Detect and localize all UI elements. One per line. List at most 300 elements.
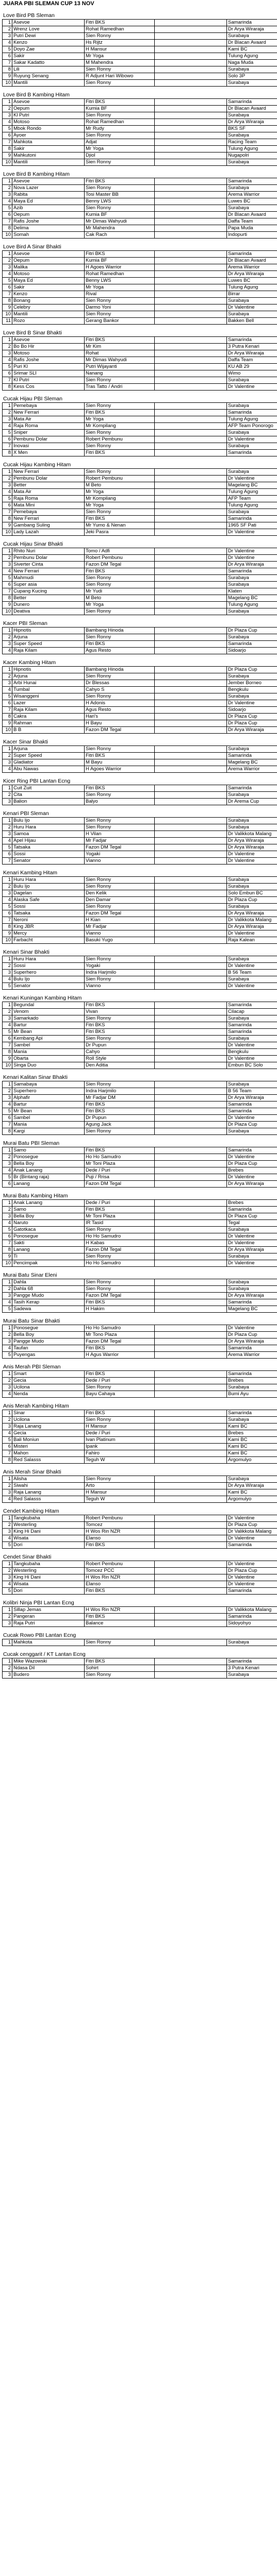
rank-cell: 2 bbox=[3, 753, 12, 759]
section-title: Kenari Kuningan Kambing Hitam bbox=[3, 995, 82, 1001]
section-title: Cendet Sinar Bhakti bbox=[3, 1554, 52, 1560]
empty-cell bbox=[155, 370, 227, 377]
table-row bbox=[3, 403, 277, 410]
empty-cell bbox=[155, 1299, 227, 1306]
empty-cell bbox=[155, 1213, 227, 1220]
owner-cell: Sien Ronny bbox=[85, 469, 155, 476]
empty-cell bbox=[155, 904, 227, 910]
owner-cell: Cak Rach bbox=[85, 232, 155, 239]
empty-cell bbox=[155, 628, 227, 634]
result-section bbox=[2, 1140, 275, 1188]
team-cell: Daffa Team bbox=[227, 357, 277, 364]
bird-name-cell: Tatsaka bbox=[12, 910, 85, 917]
owner-cell: Sien Ronny bbox=[85, 66, 155, 73]
bird-name-cell: Lazer bbox=[12, 700, 85, 707]
empty-cell bbox=[155, 1529, 227, 1535]
results-table bbox=[2, 1370, 277, 1398]
bird-name-cell: Ucilona bbox=[12, 1384, 85, 1391]
empty-cell bbox=[155, 582, 227, 588]
bird-name-cell: Ponosegue bbox=[12, 1154, 85, 1161]
empty-cell bbox=[155, 641, 227, 648]
section-title: Kolibri Ninja PBI Lantan Ecng bbox=[3, 1600, 74, 1606]
owner-cell: Sien Ronny bbox=[85, 877, 155, 884]
owner-cell: Sien Ronny bbox=[85, 1384, 155, 1391]
table-row bbox=[3, 198, 277, 205]
bird-name-cell: Pemebaya bbox=[12, 403, 85, 410]
bird-name-cell: Mahkutoni bbox=[12, 152, 85, 159]
owner-cell: Tosi Master BB bbox=[85, 192, 155, 198]
rank-cell: 1 bbox=[3, 956, 12, 963]
owner-cell: Cahyo S bbox=[85, 687, 155, 693]
team-cell: Dr Plaza Cup bbox=[227, 1568, 277, 1574]
bird-name-cell: Better bbox=[12, 482, 85, 489]
owner-cell: Fazon DM Tegal bbox=[85, 1293, 155, 1299]
empty-cell bbox=[155, 192, 227, 198]
bird-name-cell: Dahla bbox=[12, 1279, 85, 1286]
owner-cell: Fitri BKS bbox=[85, 410, 155, 416]
rank-cell: 8 bbox=[3, 66, 12, 73]
empty-cell bbox=[155, 33, 227, 40]
owner-cell: Arto bbox=[85, 1483, 155, 1489]
team-cell: Surabaya bbox=[227, 608, 277, 615]
table-row bbox=[3, 416, 277, 423]
rank-cell: 4 bbox=[3, 198, 12, 205]
owner-cell: Fitri BKS bbox=[85, 1022, 155, 1029]
owner-cell: Mr Fadjar DM bbox=[85, 1095, 155, 1101]
result-section bbox=[2, 541, 275, 615]
team-cell: Surabaya bbox=[227, 1128, 277, 1135]
team-cell: Surabaya bbox=[227, 1081, 277, 1088]
bird-name-cell: Motoso bbox=[12, 350, 85, 357]
table-row bbox=[3, 264, 277, 271]
bird-name-cell: Mahkota bbox=[12, 1639, 85, 1646]
rank-cell: 1 bbox=[3, 1147, 12, 1154]
owner-cell: Mr Kim bbox=[85, 344, 155, 350]
owner-cell: Fitri BKS bbox=[85, 1029, 155, 1036]
team-cell: Dr Valentine bbox=[227, 930, 277, 937]
bird-name-cell: Lili bbox=[12, 66, 85, 73]
team-cell: Wimo bbox=[227, 370, 277, 377]
team-cell: Samarinda bbox=[227, 1410, 277, 1417]
empty-cell bbox=[155, 60, 227, 66]
rank-cell: 8 bbox=[3, 1128, 12, 1135]
team-cell: Dr Valentine bbox=[227, 548, 277, 555]
team-cell: Surabaya bbox=[227, 1384, 277, 1391]
team-cell: Dr Valentine bbox=[227, 1233, 277, 1240]
team-cell: Dr Valentine bbox=[227, 1240, 277, 1247]
owner-cell: Fitri BKS bbox=[85, 1658, 155, 1665]
bird-name-cell: Doyo Zae bbox=[12, 46, 85, 53]
table-row bbox=[3, 344, 277, 350]
table-row bbox=[3, 1522, 277, 1529]
table-row bbox=[3, 673, 277, 680]
owner-cell: Mr Yoga bbox=[85, 416, 155, 423]
owner-cell: Fahiro bbox=[85, 1450, 155, 1457]
team-cell: Dr Valentine bbox=[227, 1325, 277, 1332]
rank-cell: 6 bbox=[3, 370, 12, 377]
result-section bbox=[2, 659, 275, 734]
empty-cell bbox=[155, 937, 227, 944]
owner-cell: Mr Yoga bbox=[85, 602, 155, 608]
page-title: JUARA PBI SLEMAN CUP 13 NOV bbox=[3, 1, 94, 7]
owner-cell: Mr Dimas Wahyudi bbox=[85, 218, 155, 225]
table-row bbox=[3, 904, 277, 910]
owner-cell: Dr Pupun bbox=[85, 1115, 155, 1122]
empty-cell bbox=[155, 1062, 227, 1069]
empty-cell bbox=[155, 1042, 227, 1049]
owner-cell: Mr Yoga bbox=[85, 489, 155, 496]
rank-cell: 6 bbox=[3, 851, 12, 858]
empty-cell bbox=[155, 976, 227, 983]
owner-cell: Sien Ronny bbox=[85, 1672, 155, 1679]
team-cell: Surabaya bbox=[227, 693, 277, 700]
table-row bbox=[3, 482, 277, 489]
bird-name-cell: Kargi bbox=[12, 1128, 85, 1135]
owner-cell: Tomcez PCC bbox=[85, 1568, 155, 1574]
owner-cell: H Mansur bbox=[85, 1489, 155, 1496]
table-row bbox=[3, 1174, 277, 1181]
table-row bbox=[3, 707, 277, 714]
owner-cell: Elanso bbox=[85, 1535, 155, 1542]
rank-cell: 2 bbox=[3, 1088, 12, 1095]
team-cell: Tulung Agung bbox=[227, 502, 277, 509]
bird-name-cell: Bulu Ijo bbox=[12, 976, 85, 983]
empty-cell bbox=[155, 436, 227, 443]
table-row bbox=[3, 318, 277, 325]
owner-cell: Sien Ronny bbox=[85, 884, 155, 890]
empty-cell bbox=[155, 1620, 227, 1627]
section-title: Cendet Kambing Hitam bbox=[3, 1508, 59, 1514]
owner-cell: Sien Ronny bbox=[85, 1417, 155, 1423]
empty-cell bbox=[155, 693, 227, 700]
empty-cell bbox=[155, 608, 227, 615]
empty-cell bbox=[155, 1561, 227, 1568]
rank-cell: 5 bbox=[3, 693, 12, 700]
rank-cell: 5 bbox=[3, 364, 12, 370]
rank-cell: 1 bbox=[3, 1658, 12, 1665]
team-cell: Dr Plaza Cup bbox=[227, 714, 277, 720]
table-row bbox=[3, 152, 277, 159]
bird-name-cell: Neroni bbox=[12, 917, 85, 924]
owner-cell: Sien Ronny bbox=[85, 1279, 155, 1286]
table-row bbox=[3, 185, 277, 192]
owner-cell: H Wos Rin NZR bbox=[85, 1529, 155, 1535]
empty-cell bbox=[155, 1568, 227, 1574]
empty-cell bbox=[155, 838, 227, 844]
empty-cell bbox=[155, 218, 227, 225]
owner-cell: Sien Ronny bbox=[85, 298, 155, 304]
team-cell: Magelang BC bbox=[227, 759, 277, 766]
table-row bbox=[3, 212, 277, 218]
rank-cell: 7 bbox=[3, 291, 12, 298]
rank-cell: 5 bbox=[3, 844, 12, 851]
owner-cell: H Wos Rin NZR bbox=[85, 1607, 155, 1614]
table-row bbox=[3, 370, 277, 377]
table-row bbox=[3, 291, 277, 298]
rank-cell: 1 bbox=[3, 1515, 12, 1522]
results-table bbox=[2, 627, 277, 654]
bird-name-cell: Bo Bo Hir bbox=[12, 344, 85, 350]
rank-cell: 9 bbox=[3, 152, 12, 159]
team-cell: Kami BC bbox=[227, 1450, 277, 1457]
team-cell: Surabaya bbox=[227, 1417, 277, 1423]
owner-cell: H Bayu bbox=[85, 720, 155, 727]
result-section bbox=[2, 1632, 275, 1646]
team-cell: Surabaya bbox=[227, 1476, 277, 1483]
team-cell: Dr Plaza Cup bbox=[227, 1122, 277, 1128]
team-cell: Surabaya bbox=[227, 1036, 277, 1042]
results-table bbox=[2, 956, 277, 990]
empty-cell bbox=[155, 1345, 227, 1352]
table-row bbox=[3, 608, 277, 615]
empty-cell bbox=[155, 799, 227, 805]
table-row bbox=[3, 1095, 277, 1101]
bird-name-cell: Mantili bbox=[12, 80, 85, 87]
table-row bbox=[3, 1588, 277, 1595]
team-cell: Dr Arya Wiraraja bbox=[227, 844, 277, 851]
team-cell: Sidoarjo bbox=[227, 707, 277, 714]
bird-name-cell: New Ferrari bbox=[12, 516, 85, 522]
bird-name-cell: Arjuna bbox=[12, 673, 85, 680]
empty-cell bbox=[155, 575, 227, 582]
owner-cell: Sien Ronny bbox=[85, 112, 155, 119]
bird-name-cell: Venom bbox=[12, 1009, 85, 1015]
bird-name-cell: Super Speed bbox=[12, 753, 85, 759]
rank-cell: 4 bbox=[3, 1299, 12, 1306]
owner-cell: Elanso bbox=[85, 1581, 155, 1588]
team-cell: Surabaya bbox=[227, 132, 277, 139]
empty-cell bbox=[155, 53, 227, 60]
owner-cell: Sien Ronny bbox=[85, 956, 155, 963]
table-row bbox=[3, 1002, 277, 1009]
team-cell: Cilacap bbox=[227, 1009, 277, 1015]
table-row bbox=[3, 1457, 277, 1464]
team-cell: Dr Plaza Cup bbox=[227, 628, 277, 634]
team-cell: Dr Arya Wiraraja bbox=[227, 26, 277, 33]
owner-cell: Bambang Hinoda bbox=[85, 667, 155, 673]
bird-name-cell: Wisata bbox=[12, 1535, 85, 1542]
rank-cell: 8 bbox=[3, 1049, 12, 1056]
bird-name-cell: Sadewa bbox=[12, 1306, 85, 1313]
empty-cell bbox=[155, 1247, 227, 1253]
team-cell: Tulung Agung bbox=[227, 284, 277, 291]
owner-cell: Hari's bbox=[85, 714, 155, 720]
team-cell: Samarinda bbox=[227, 1345, 277, 1352]
team-cell: Dr Valentine bbox=[227, 1056, 277, 1062]
team-cell: Surabaya bbox=[227, 430, 277, 436]
empty-cell bbox=[155, 844, 227, 851]
rank-cell: 4 bbox=[3, 897, 12, 904]
rank-cell: 6 bbox=[3, 910, 12, 917]
team-cell: Surabaya bbox=[227, 1253, 277, 1260]
bird-name-cell: Raja Kilam bbox=[12, 648, 85, 654]
section-title: Kenari Sinar Bhakti bbox=[3, 949, 50, 955]
result-section bbox=[2, 1469, 275, 1503]
team-cell: Sidoyohyo bbox=[227, 1620, 277, 1627]
team-cell: Surabaya bbox=[227, 185, 277, 192]
table-row bbox=[3, 595, 277, 602]
result-section bbox=[2, 171, 275, 239]
results-table bbox=[2, 468, 277, 536]
bird-name-cell: Westerling bbox=[12, 1522, 85, 1529]
team-cell: Dr Arema Cup bbox=[227, 799, 277, 805]
rank-cell: 4 bbox=[3, 1535, 12, 1542]
table-row bbox=[3, 858, 277, 865]
bird-name-cell: Raja Putri bbox=[12, 1620, 85, 1627]
team-cell: Dr Valentine bbox=[227, 851, 277, 858]
rank-cell: 1 bbox=[3, 1279, 12, 1286]
rank-cell: 5 bbox=[3, 205, 12, 212]
bird-name-cell: Mahmudi bbox=[12, 575, 85, 582]
table-row bbox=[3, 1279, 277, 1286]
team-cell: BKS SF bbox=[227, 126, 277, 132]
rank-cell: 2 bbox=[3, 1154, 12, 1161]
empty-cell bbox=[155, 126, 227, 132]
owner-cell: Sien Ronny bbox=[85, 608, 155, 615]
empty-cell bbox=[155, 1325, 227, 1332]
owner-cell: Robert Pembunu bbox=[85, 1515, 155, 1522]
rank-cell: 4 bbox=[3, 357, 12, 364]
bird-name-cell: Ponosegue bbox=[12, 1233, 85, 1240]
bird-name-cell: Malika bbox=[12, 264, 85, 271]
empty-cell bbox=[155, 139, 227, 146]
rank-cell: 7 bbox=[3, 377, 12, 384]
bird-name-cell: Wisata bbox=[12, 1581, 85, 1588]
owner-cell: Rohat Ramedhan bbox=[85, 119, 155, 126]
bird-name-cell: Huru Hara bbox=[12, 956, 85, 963]
bird-name-cell: Oepum bbox=[12, 106, 85, 112]
rank-cell: 6 bbox=[3, 1233, 12, 1240]
table-row bbox=[3, 364, 277, 370]
results-table bbox=[2, 876, 277, 944]
owner-cell: Fazon DM Tegal bbox=[85, 562, 155, 568]
rank-cell: 5 bbox=[3, 1352, 12, 1359]
result-section bbox=[2, 330, 275, 391]
table-row bbox=[3, 877, 277, 884]
empty-cell bbox=[155, 40, 227, 46]
bird-name-cell: Mata Air bbox=[12, 416, 85, 423]
rank-cell: 4 bbox=[3, 271, 12, 278]
rank-cell: 4 bbox=[3, 1391, 12, 1398]
bird-name-cell: Samo bbox=[12, 1147, 85, 1154]
table-row bbox=[3, 80, 277, 87]
table-row bbox=[3, 132, 277, 139]
bird-name-cell: Pembunu Dolar bbox=[12, 436, 85, 443]
owner-cell: Fazon DM Tegal bbox=[85, 727, 155, 734]
team-cell: Dr Arya Wiraraja bbox=[227, 1338, 277, 1345]
empty-cell bbox=[155, 350, 227, 357]
empty-cell bbox=[155, 1253, 227, 1260]
empty-cell bbox=[155, 423, 227, 430]
bird-name-cell: Ayoer bbox=[12, 132, 85, 139]
bird-name-cell: Pangge Mudo bbox=[12, 1338, 85, 1345]
team-cell: Dr Blacan Avaard bbox=[227, 106, 277, 112]
bird-name-cell: Gecia bbox=[12, 1430, 85, 1437]
rank-cell: 3 bbox=[3, 1529, 12, 1535]
empty-cell bbox=[155, 727, 227, 734]
empty-cell bbox=[155, 476, 227, 482]
table-row bbox=[3, 1108, 277, 1115]
table-row bbox=[3, 785, 277, 792]
empty-cell bbox=[155, 1391, 227, 1398]
rank-cell: 5 bbox=[3, 278, 12, 284]
owner-cell: Sien Ronny bbox=[85, 205, 155, 212]
empty-cell bbox=[155, 522, 227, 529]
rank-cell: 2 bbox=[3, 963, 12, 970]
owner-cell: Fitri BKS bbox=[85, 1542, 155, 1549]
rank-cell: 7 bbox=[3, 588, 12, 595]
table-row bbox=[3, 1022, 277, 1029]
owner-cell: Puji / Rrisa bbox=[85, 1174, 155, 1181]
empty-cell bbox=[155, 450, 227, 456]
team-cell: Dr Arya Wiraraja bbox=[227, 562, 277, 568]
empty-cell bbox=[155, 1444, 227, 1450]
team-cell: Raja Kalean bbox=[227, 937, 277, 944]
bird-name-cell: Dagelan bbox=[12, 890, 85, 897]
bird-name-cell: Siwahi bbox=[12, 1483, 85, 1489]
rank-cell: 3 bbox=[3, 1423, 12, 1430]
results-table bbox=[2, 1081, 277, 1135]
rank-cell: 8 bbox=[3, 1457, 12, 1464]
rank-cell: 1 bbox=[3, 548, 12, 555]
owner-cell: Sien Ronny bbox=[85, 1015, 155, 1022]
team-cell: Dr Valentine bbox=[227, 304, 277, 311]
bird-name-cell: Arjuna bbox=[12, 746, 85, 753]
table-row bbox=[3, 46, 277, 53]
owner-cell: Sien Ronny bbox=[85, 159, 155, 166]
team-cell: Surabaya bbox=[227, 1639, 277, 1646]
owner-cell: Vianno bbox=[85, 983, 155, 990]
bird-name-cell: Rozo bbox=[12, 318, 85, 325]
table-row bbox=[3, 73, 277, 80]
table-row bbox=[3, 824, 277, 831]
table-row bbox=[3, 1332, 277, 1338]
empty-cell bbox=[155, 746, 227, 753]
rank-cell: 3 bbox=[3, 1015, 12, 1022]
team-cell: Surabaya bbox=[227, 746, 277, 753]
team-cell: Jember Borneo bbox=[227, 680, 277, 687]
rank-cell: 3 bbox=[3, 264, 12, 271]
table-row bbox=[3, 818, 277, 824]
empty-cell bbox=[155, 516, 227, 522]
empty-cell bbox=[155, 298, 227, 304]
bird-name-cell: Tangkubaha bbox=[12, 1515, 85, 1522]
team-cell: Surabaya bbox=[227, 673, 277, 680]
team-cell: Kami BC bbox=[227, 46, 277, 53]
owner-cell: Mr Toni Plaza bbox=[85, 1161, 155, 1167]
bird-name-cell: Bella Boy bbox=[12, 1332, 85, 1338]
empty-cell bbox=[155, 1260, 227, 1267]
bird-name-cell: Red Salasss bbox=[12, 1457, 85, 1464]
team-cell: Samarinda bbox=[227, 516, 277, 522]
table-row bbox=[3, 509, 277, 516]
table-row bbox=[3, 1233, 277, 1240]
section-title: Kenari Kambing Hitam bbox=[3, 870, 58, 876]
empty-cell bbox=[155, 1542, 227, 1549]
empty-cell bbox=[155, 496, 227, 502]
empty-cell bbox=[155, 1581, 227, 1588]
table-row bbox=[3, 1672, 277, 1679]
rank-cell: 3 bbox=[3, 1620, 12, 1627]
empty-cell bbox=[155, 588, 227, 595]
rank-cell: 4 bbox=[3, 1220, 12, 1227]
empty-cell bbox=[155, 1108, 227, 1115]
owner-cell: Fitri BKS bbox=[85, 1614, 155, 1620]
rank-cell: 2 bbox=[3, 884, 12, 890]
table-row bbox=[3, 1607, 277, 1614]
owner-cell: Mr Kompilang bbox=[85, 496, 155, 502]
table-row bbox=[3, 1665, 277, 1672]
